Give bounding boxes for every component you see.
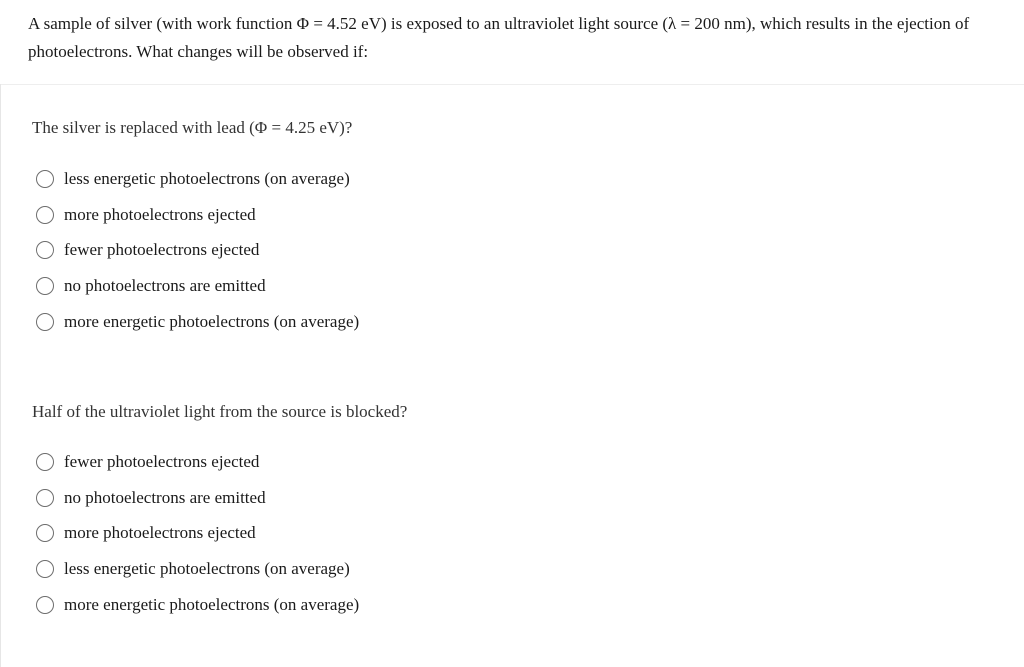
radio-button[interactable] (36, 313, 54, 331)
option-label: less energetic photoelectrons (on average) (64, 168, 350, 188)
option-label: fewer photoelectrons ejected (64, 451, 260, 471)
option-label: more energetic photoelectrons (on average) (64, 312, 360, 332)
radio-button[interactable] (36, 560, 54, 578)
radio-button[interactable] (36, 489, 54, 507)
radio-button[interactable] (36, 453, 54, 471)
option-label: no photoelectrons are emitted (64, 276, 266, 296)
question-2-option-5[interactable] (36, 587, 359, 623)
question-2-option-1[interactable] (36, 444, 359, 480)
radio-button[interactable] (36, 206, 54, 224)
option-label: no photoelectrons are emitted (64, 487, 266, 507)
radio-button[interactable] (36, 596, 54, 614)
question-2-option-4[interactable] (36, 551, 359, 587)
option-label: more photoelectrons ejected (64, 523, 256, 543)
section-divider (0, 84, 1024, 85)
radio-button[interactable] (36, 170, 54, 188)
question-2-prompt: Half of the ultraviolet light from the source is blocked? (32, 402, 408, 421)
option-label: less energetic photoelectrons (on average) (64, 559, 350, 579)
option-label: fewer photoelectrons ejected (64, 240, 260, 260)
question-1-option-4[interactable] (36, 268, 359, 304)
question-2-option-3[interactable] (36, 516, 359, 552)
question-1-option-5[interactable] (36, 304, 359, 340)
radio-button[interactable] (36, 241, 54, 259)
question-1-option-1[interactable] (36, 161, 359, 197)
option-label: more photoelectrons ejected (64, 204, 256, 224)
question-2-options (36, 444, 359, 623)
option-label: more energetic photoelectrons (on average) (64, 595, 360, 615)
question-1-option-2[interactable] (36, 197, 359, 233)
question-1-options (36, 161, 359, 340)
radio-button[interactable] (36, 277, 54, 295)
left-border (0, 84, 1, 667)
question-1-prompt: The silver is replaced with lead (Φ = 4.25 eV)? (32, 118, 353, 137)
question-1-option-3[interactable] (36, 233, 359, 269)
question-2-option-2[interactable] (36, 480, 359, 516)
radio-button[interactable] (36, 524, 54, 542)
question-intro: A sample of silver (with work function Φ = 4.52 eV) is exposed to an ultraviolet light source (λ = 200 nm), which results in the ejection of photoelectrons. What changes will be observed if: (28, 14, 970, 61)
